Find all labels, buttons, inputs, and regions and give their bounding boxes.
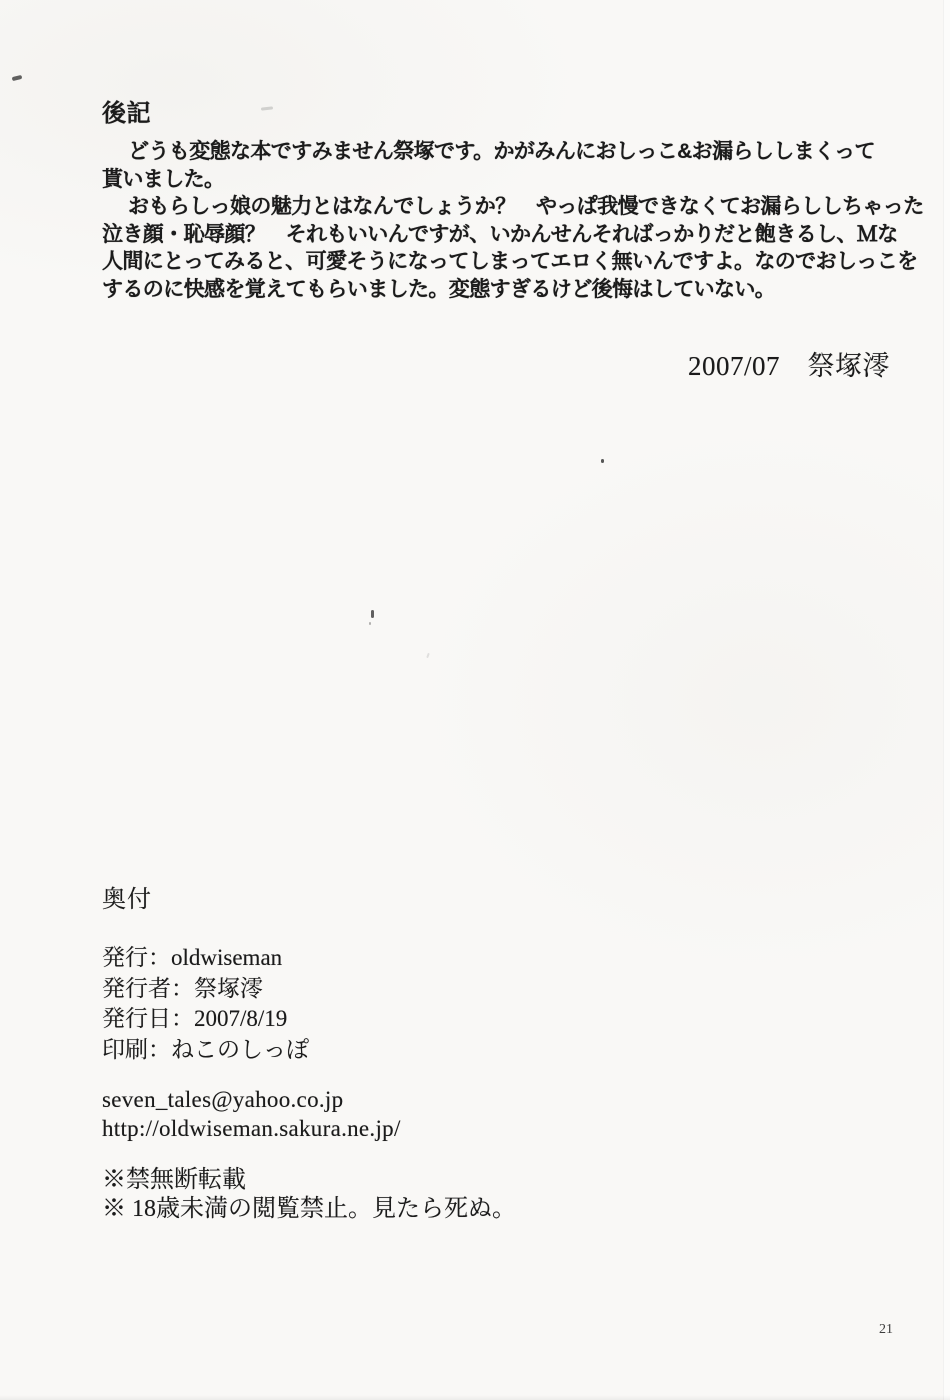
contact-url: http://oldwiseman.sakura.ne.jp/: [102, 1116, 401, 1141]
page-bottom-edge: [0, 1395, 950, 1400]
page-number: 21: [879, 1322, 893, 1337]
afterword-line: おもらしっ娘の魅力とはなんでしょうか？ やっぱ我慢できなくてお漏らししちゃった: [128, 195, 924, 219]
afterword-heading: 後記: [102, 100, 151, 127]
contact-block: [102, 1085, 516, 1143]
afterword-section: [102, 100, 924, 304]
page-right-edge: [943, 0, 950, 1400]
colophon-heading: 奥付: [102, 887, 152, 913]
scan-speck: [601, 459, 604, 463]
afterword-line: するのに快感を覚えてもらいました。変態すぎるけど後悔はしていない。: [102, 277, 776, 301]
colophon-publisher: 発行：oldwiseman: [102, 945, 283, 970]
contact-email: seven_tales@yahoo.co.jp: [102, 1087, 344, 1112]
colophon-publish-date: 発行日：2007/8/19: [102, 1006, 288, 1031]
colophon-section: [102, 886, 516, 1224]
afterword-line: 人間にとってみると、可愛そうになってしまってエロく無いんですよ。なのでおしっこを: [102, 250, 918, 274]
author-date-signature: 2007/07 祭塚澪: [688, 351, 891, 381]
scan-speck: [426, 653, 430, 658]
afterword-line: 貰いました。: [102, 167, 225, 191]
colophon-author: 発行者：祭塚澪: [102, 975, 263, 1001]
scan-speck: [369, 622, 371, 625]
notices-block: [102, 1166, 516, 1224]
afterword-line: 泣き顔・恥辱顔？ それもいいんですが、いかんせんそればっかりだと飽きるし、Ｍな: [102, 222, 898, 246]
scan-speck: [12, 75, 23, 81]
scan-speck: [371, 610, 374, 618]
afterword-line: どうも変態な本ですみません祭塚です。かがみんにおしっこ&お漏らししまくって: [128, 140, 875, 163]
notice-no-reprint: ※禁無断転載: [102, 1167, 246, 1193]
colophon-printer: 印刷：ねこのしっぽ: [102, 1036, 309, 1062]
notice-age-restriction: ※ 18歳未満の閲覧禁止。見たら死ぬ。: [102, 1196, 516, 1222]
